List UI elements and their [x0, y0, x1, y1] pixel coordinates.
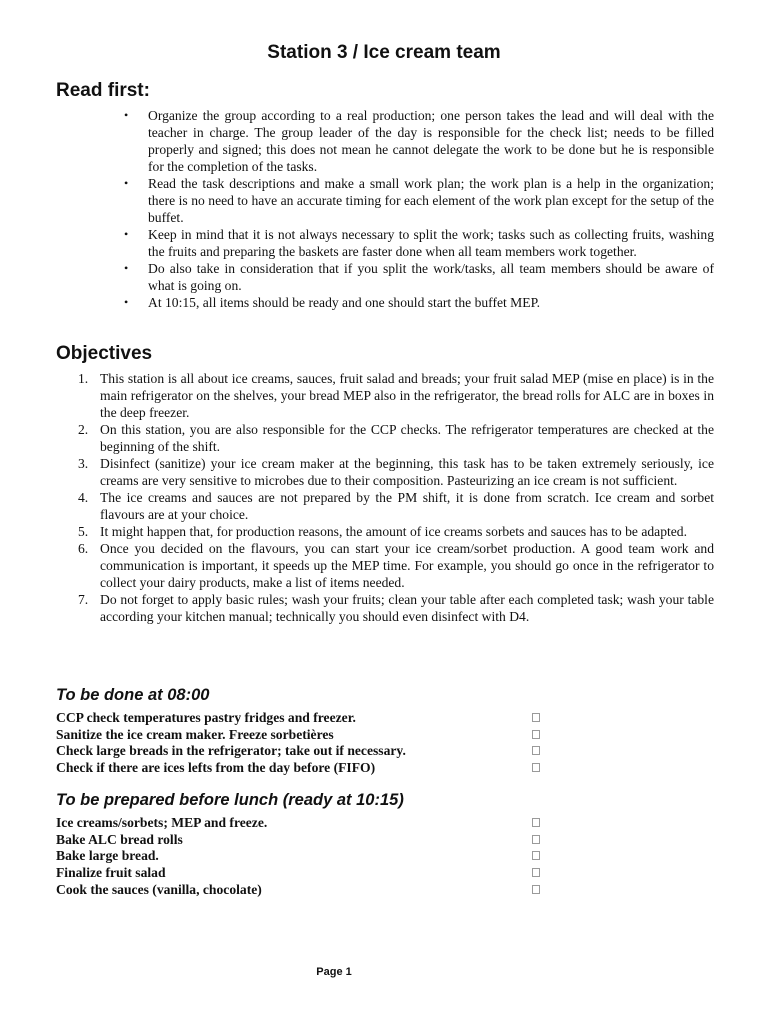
list-item-text: Do also take in consideration that if you split the work/tasks, all team members should be aware of what is going on.	[148, 261, 714, 293]
checklist-row	[56, 832, 546, 849]
checklist-row	[56, 743, 546, 760]
todo-0800-checklist	[56, 710, 546, 777]
task-label: CCP check temperatures pastry fridges and freezer.	[56, 710, 356, 725]
page-number: Page 1	[316, 966, 352, 978]
task-label: Sanitize the ice cream maker. Freeze sorbetières	[56, 726, 334, 742]
task-label: Check large breads in the refrigerator; take out if necessary.	[56, 743, 406, 759]
list-item	[0, 540, 714, 591]
item-number: 5.	[78, 524, 89, 539]
list-item	[0, 489, 714, 523]
task-label: Ice creams/sorbets; MEP and freeze.	[56, 815, 268, 830]
task-label: Bake large bread.	[56, 848, 159, 864]
bullet-icon: •	[124, 108, 129, 122]
list-item-text: It might happen that, for production reasons, the amount of ice creams sorbets and sauces has to be adapted.	[100, 524, 687, 539]
checkbox-icon[interactable]	[532, 763, 540, 772]
checklist-row	[56, 710, 546, 727]
checkbox-icon[interactable]	[532, 713, 540, 722]
todo-lunch-checklist	[56, 815, 546, 898]
checkbox-icon[interactable]	[532, 851, 540, 860]
objectives-heading: Objectives	[56, 343, 153, 364]
checkbox-icon[interactable]	[532, 885, 540, 894]
bullet-icon: •	[124, 295, 129, 309]
list-item-text: Organize the group according to a real production; one person takes the lead and will deal with the teacher in charge. The group leader of the day is responsible for the check list; needs to be filled properly and signed; this does not mean he cannot delegate the work to be done but he is responsible for the completion of the tasks.	[148, 108, 714, 174]
list-item-text: On this station, you are also responsible for the CCP checks. The refrigerator temperatures are checked at the beginning of the shift.	[100, 422, 714, 454]
list-item	[0, 175, 714, 226]
checkbox-icon[interactable]	[532, 868, 540, 877]
list-item-text: Once you decided on the flavours, you can start your ice cream/sorbet production. A good team work and communication is important, it speeds up the MEP time. For example, you should go once in the refrigerator to collect your dairy products, make a list of items needed.	[100, 541, 714, 590]
item-number: 1.	[78, 371, 89, 386]
checklist-row	[56, 865, 546, 882]
list-item	[0, 455, 714, 489]
checklist-row	[56, 727, 546, 744]
task-label: Cook the sauces (vanilla, chocolate)	[56, 881, 262, 897]
list-item	[0, 294, 714, 311]
checkbox-icon[interactable]	[532, 818, 540, 827]
list-item	[0, 260, 714, 294]
list-item-text: Disinfect (sanitize) your ice cream maker at the beginning, this task has to be taken extremely seriously, ice creams are very sensitive to microbes due to their composition. Pasteurizing an ice cream is not sufficient.	[100, 456, 714, 488]
checklist-row	[56, 882, 546, 899]
list-item-text: At 10:15, all items should be ready and one should start the buffet MEP.	[148, 295, 541, 310]
checklist-row	[56, 815, 546, 832]
list-item	[0, 591, 714, 625]
list-item	[0, 226, 714, 260]
task-label: Bake ALC bread rolls	[56, 831, 183, 847]
list-item-text: The ice creams and sauces are not prepared by the PM shift, it is done from scratch. Ice cream and sorbet flavours are at your choice.	[100, 490, 714, 522]
list-item-text: This station is all about ice creams, sauces, fruit salad and breads; your fruit salad MEP (mise en place) is in the main refrigerator on the shelves, your bread MEP also in the refrigerator, the bread rolls for ALC are in boxes in the deep freezer.	[100, 371, 714, 420]
item-number: 4.	[78, 490, 89, 505]
todo-lunch-heading: To be prepared before lunch (ready at 10:15)	[56, 791, 404, 809]
list-item	[0, 523, 714, 540]
checklist-row	[56, 848, 546, 865]
checklist-row	[56, 760, 546, 777]
objectives-list	[0, 370, 714, 625]
checkbox-icon[interactable]	[532, 746, 540, 755]
read-first-list	[0, 107, 714, 311]
item-number: 2.	[78, 422, 89, 437]
read-first-heading: Read first:	[56, 80, 150, 101]
item-number: 3.	[78, 456, 89, 471]
list-item	[0, 107, 714, 175]
item-number: 7.	[78, 592, 89, 607]
list-item-text: Read the task descriptions and make a small work plan; the work plan is a help in the organization; there is no need to have an accurate timing for each element of the work plan except for the setup of the buffet.	[148, 176, 714, 225]
bullet-icon: •	[124, 227, 129, 241]
list-item-text: Do not forget to apply basic rules; wash your fruits; clean your table after each completed task; wash your table according your kitchen manual; technically you should even disinfect with D4.	[100, 592, 714, 624]
bullet-icon: •	[124, 261, 129, 275]
checkbox-icon[interactable]	[532, 730, 540, 739]
list-item	[0, 421, 714, 455]
list-item-text: Keep in mind that it is not always necessary to split the work; tasks such as collecting fruits, washing the fruits and preparing the baskets are faster done when all team members work together.	[148, 227, 714, 259]
list-item	[0, 370, 714, 421]
checkbox-icon[interactable]	[532, 835, 540, 844]
task-label: Finalize fruit salad	[56, 865, 166, 881]
todo-0800-heading: To be done at 08:00	[56, 686, 210, 704]
bullet-icon: •	[124, 176, 129, 190]
task-label: Check if there are ices lefts from the day before (FIFO)	[56, 760, 376, 776]
page-title: Station 3 / Ice cream team	[267, 42, 501, 63]
item-number: 6.	[78, 541, 89, 556]
